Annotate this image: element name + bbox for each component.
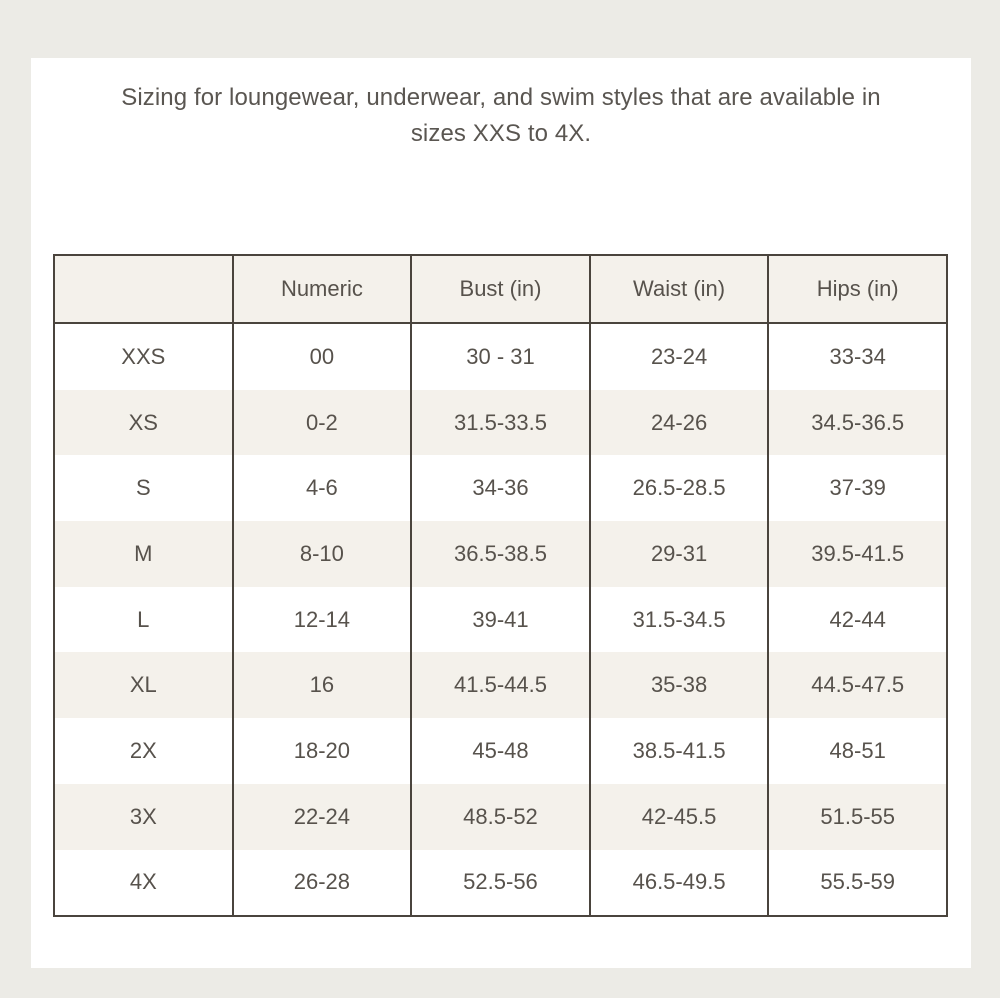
size-cell: XS [54,390,233,456]
waist-cell: 23-24 [590,323,769,390]
size-cell: S [135,475,151,501]
header-numeric: Numeric [233,255,412,323]
numeric-cell: 18-20 [233,718,412,784]
bust-cell: 52.5-56 [411,850,590,917]
size-cell: 3X [54,784,233,850]
size-cell: L [137,606,150,632]
size-cell: XL [54,652,233,718]
bust-cell: 48.5-52 [411,784,590,850]
hips-cell: 55.5-59 [768,850,947,917]
table-row [54,652,947,718]
waist-cell: 26.5-28.5 [590,455,769,521]
bust-cell: 39-41 [411,587,590,653]
table-header-row [54,255,947,323]
numeric-cell: 12-14 [233,587,412,653]
waist-cell: 24-26 [590,390,769,456]
bust-cell: 45-48 [411,718,590,784]
sizing-description-line-1: Sizing for loungewear, underwear, and swim styles that are available in [121,84,881,111]
bust-cell: 34-36 [411,455,590,521]
bust-cell: 36.5-38.5 [411,521,590,587]
size-cell: M [54,521,233,587]
numeric-cell: 22-24 [233,784,412,850]
table-row [54,718,947,784]
table-row [54,850,947,917]
header-bust: Bust (in) [411,255,590,323]
bust-cell: 31.5-33.5 [411,390,590,456]
table-row [54,521,947,587]
numeric-cell: 0-2 [233,390,412,456]
table-row [54,784,947,850]
hips-cell: 51.5-55 [768,784,947,850]
header-size [54,255,233,323]
size-cell: 2X [129,737,157,763]
size-cell: XXS [121,343,166,369]
waist-cell: 35-38 [590,652,769,718]
hips-cell: 44.5-47.5 [768,652,947,718]
bust-cell: 30 - 31 [411,323,590,390]
header-hips: Hips (in) [768,255,947,323]
numeric-cell: 8-10 [233,521,412,587]
table-row [54,390,947,456]
hips-cell: 37-39 [768,455,947,521]
waist-cell: 38.5-41.5 [590,718,769,784]
size-chart-card [31,58,971,968]
sizing-description [31,80,971,152]
numeric-cell: 00 [233,323,412,390]
hips-cell: 33-34 [768,323,947,390]
waist-cell: 29-31 [590,521,769,587]
table-row [54,323,947,390]
numeric-cell: 4-6 [233,455,412,521]
bust-cell: 41.5-44.5 [411,652,590,718]
waist-cell: 42-45.5 [590,784,769,850]
table-row [54,455,947,521]
table-body [54,323,947,916]
header-waist: Waist (in) [590,255,769,323]
hips-cell: 42-44 [768,587,947,653]
waist-cell: 46.5-49.5 [590,850,769,917]
hips-cell: 39.5-41.5 [768,521,947,587]
waist-cell: 31.5-34.5 [590,587,769,653]
hips-cell: 34.5-36.5 [768,390,947,456]
hips-cell: 48-51 [768,718,947,784]
numeric-cell: 16 [233,652,412,718]
size-cell: 4X [129,869,157,895]
sizing-description-line-2: sizes XXS to 4X. [410,120,592,147]
numeric-cell: 26-28 [233,850,412,917]
table-row [54,587,947,653]
size-table [53,254,948,917]
